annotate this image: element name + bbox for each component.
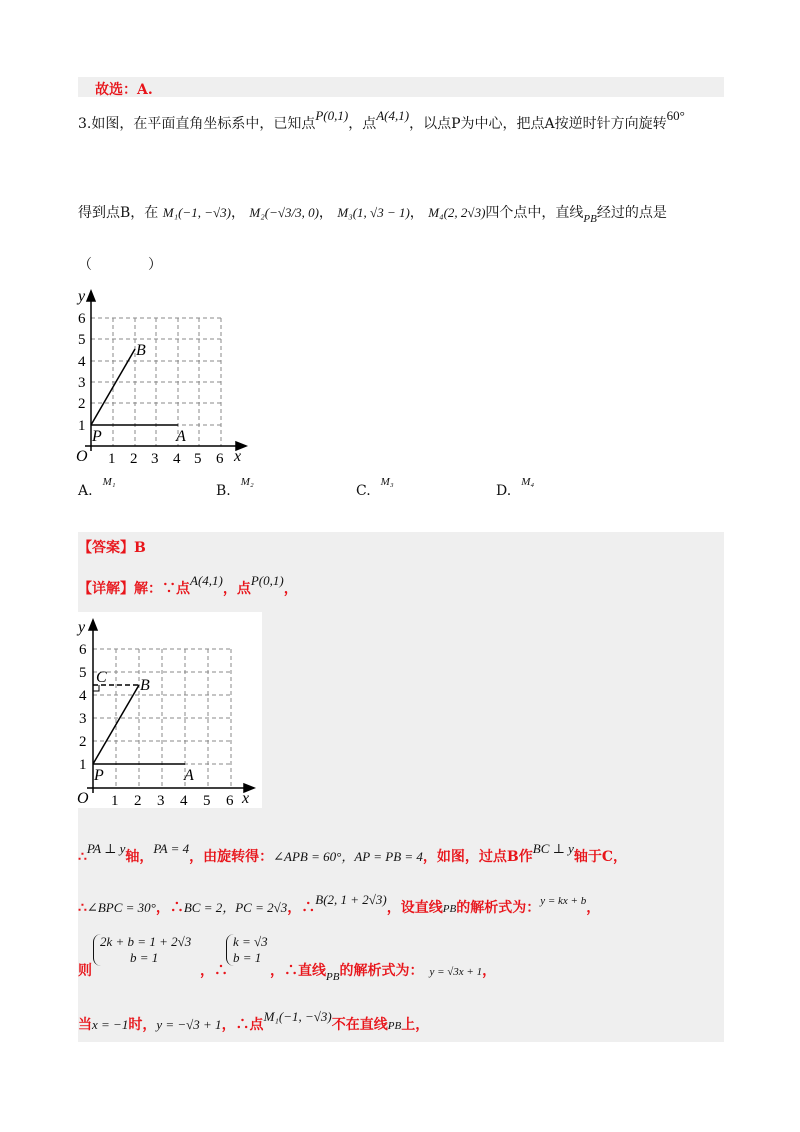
point-a-label: A	[176, 428, 186, 445]
point-a-label: A	[184, 767, 194, 784]
x-tick: 2	[130, 451, 138, 467]
detail-line-4: 当x = −1时，y = −√3 + 1，∴点M₁(−1, −√3)不在直线PB上，	[78, 1009, 430, 1033]
point-m3: M₃(1, √3 − 1)	[337, 205, 410, 220]
segment-pb	[93, 685, 139, 764]
x-tick: 5	[203, 793, 211, 808]
detail-line-2: ∴∠BPC = 30°，∴BC = 2，PC = 2√3，∴B(2, 1 + 2√3)，设直线PB的解析式为：$^{y = kx + b}$，	[78, 892, 601, 916]
choice-c[interactable]: C.$^{M_3}$	[356, 476, 394, 499]
rotation-angle: 60°	[666, 108, 685, 123]
question-line-1: 3.如图，在平面直角坐标系中，已知点P(0,1)，点A(4,1)，以点P为中心，把点A按逆时针方向旋转60°	[78, 108, 685, 132]
coordinate-figure-1	[72, 283, 257, 468]
y-tick: 3	[79, 711, 87, 727]
x-tick: 4	[180, 793, 188, 808]
x-tick: 6	[216, 451, 224, 467]
equation-system-2: k = √3 b = 1	[226, 934, 268, 966]
y-tick: 2	[79, 734, 87, 750]
point-c-label: C	[96, 669, 107, 686]
y-tick: 4	[78, 354, 86, 370]
x-tick: 5	[194, 451, 202, 467]
y-tick: 2	[78, 396, 86, 412]
coordinate-figure-2	[72, 612, 262, 808]
y-axis-label: y	[78, 288, 86, 305]
choice-d[interactable]: D.$^{M_4}$	[496, 476, 535, 499]
equation-system-1: 2k + b = 1 + 2√3 b = 1	[93, 934, 191, 966]
y-tick: 1	[78, 418, 86, 434]
x-tick: 3	[151, 451, 159, 467]
y-tick: 6	[78, 311, 86, 327]
y-tick: 4	[79, 688, 87, 704]
point-p: P(0,1)	[315, 108, 349, 123]
answer-blank: （ ）	[78, 257, 162, 273]
previous-answer-box	[78, 77, 724, 97]
x-tick: 3	[157, 793, 165, 808]
point-p-label: P	[92, 428, 102, 445]
detail-line-3-mid: ，∴	[200, 963, 228, 979]
y-tick: 6	[79, 642, 87, 658]
point-m4: M₄(2, 2√3)	[428, 205, 486, 220]
detail-line-0: 【详解】解：∵点A(4,1)，点P(0,1)，	[78, 573, 298, 597]
question-number: 3.	[78, 116, 92, 132]
choice-b[interactable]: B.$^{M_2}$	[216, 476, 254, 499]
origin-label: O	[77, 790, 89, 807]
point-b-label: B	[136, 342, 146, 359]
x-tick: 1	[111, 793, 119, 808]
point-a: A(4,1)	[376, 108, 410, 123]
detail-line-1: ∴PA ⊥ y轴，PA = 4，由旋转得：∠APB = 60°，AP = PB = 4，如图，过点B作BC ⊥ y轴于C，	[78, 841, 628, 865]
question-line-2: 得到点B，在 M₁(−1, −√3)， M₂(−√3/3, 0)， M₃(1, √3 − 1)， M₄(2, 2√3)四个点中，直线$_{PB}$经过的点是	[78, 205, 667, 225]
point-b-label: B	[140, 677, 150, 694]
detail-line-3-end: ，∴直线$_{PB}$的解析式为： y = √3x + 1，	[270, 963, 497, 983]
x-tick: 6	[226, 793, 234, 808]
choice-a[interactable]: A.$^{M_1}$	[78, 476, 116, 499]
x-axis-label: x	[242, 790, 250, 807]
y-tick: 1	[79, 757, 87, 773]
point-m1: M₁(−1, −√3)	[162, 205, 231, 220]
answer-label: 【答案】B	[78, 540, 146, 556]
line-pb: PB	[583, 213, 597, 225]
x-axis-label: x	[234, 448, 242, 465]
y-tick: 5	[79, 665, 87, 681]
detail-line-3-prefix: 则	[78, 963, 92, 979]
y-tick: 5	[78, 332, 86, 348]
point-m2: M₂(−√3/3, 0)	[249, 205, 319, 220]
previous-answer: 故选：A.	[95, 82, 153, 98]
y-tick: 3	[78, 375, 86, 391]
y-axis-label: y	[78, 619, 86, 636]
origin-label: O	[76, 448, 88, 465]
x-tick: 2	[134, 793, 142, 808]
point-p-label: P	[94, 767, 104, 784]
x-tick: 1	[108, 451, 116, 467]
x-tick: 4	[173, 451, 181, 467]
